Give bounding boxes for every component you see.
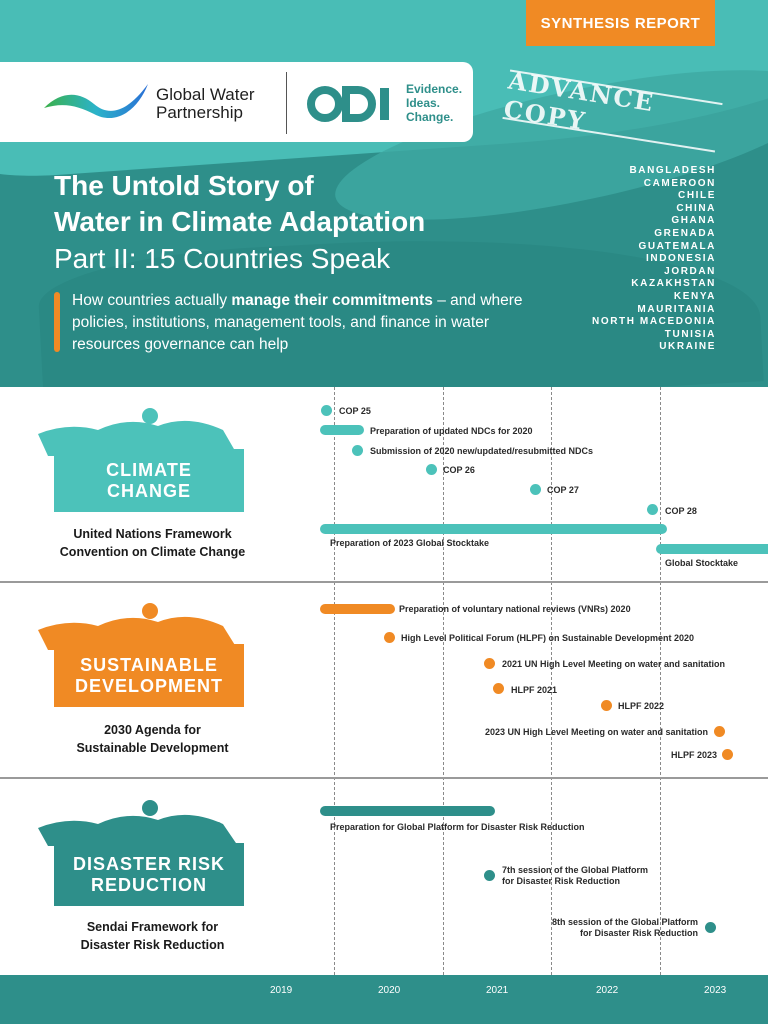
country-item: MAURITANIA bbox=[637, 303, 716, 315]
country-item: GHANA bbox=[671, 215, 716, 227]
country-item: KENYA bbox=[673, 290, 716, 302]
odi-tagline: Evidence. Ideas. Change. bbox=[406, 82, 463, 124]
country-item: INDONESIA bbox=[646, 253, 716, 265]
timeline-dot bbox=[647, 504, 658, 515]
logo-panel bbox=[0, 62, 473, 142]
country-item: CHINA bbox=[676, 202, 716, 214]
country-item: KAZAKHSTAN bbox=[631, 278, 716, 290]
gwp-wave-logo-icon bbox=[42, 80, 152, 126]
country-item: UKRAINE bbox=[659, 341, 716, 353]
event-label: HLPF 2022 bbox=[618, 701, 665, 711]
event-label: COP 26 bbox=[443, 465, 475, 475]
timeline-dot bbox=[384, 632, 395, 643]
year-label: 2020 bbox=[378, 985, 401, 996]
report-title: The Untold Story of Water in Climate Adaptation Part II: 15 Countries Speak bbox=[54, 170, 426, 274]
country-item: BANGLADESH bbox=[629, 165, 716, 176]
year-label: 2023 bbox=[704, 985, 727, 996]
subtitle-accent-bar bbox=[54, 292, 60, 352]
event-label: HLPF 2023 bbox=[670, 750, 717, 760]
sustainable-development-badge: SUSTAINABLE DEVELOPMENT bbox=[54, 644, 244, 707]
timeline-dot bbox=[321, 405, 332, 416]
section-divider bbox=[0, 777, 768, 779]
disaster-framework-label: Sendai Framework for Disaster Risk Reduction bbox=[80, 920, 225, 952]
country-item: TUNISIA bbox=[664, 328, 716, 340]
odi-logo-icon bbox=[306, 84, 396, 124]
event-label: Submission of 2020 new/updated/resubmitted NDCs bbox=[370, 446, 594, 456]
year-label: 2021 bbox=[486, 985, 509, 996]
advance-copy-stamp: ADVANCE COPY bbox=[502, 69, 722, 152]
section-divider bbox=[0, 581, 768, 583]
event-label: 8th session of the Global Platform for Disaster Risk Reduction bbox=[551, 917, 698, 938]
timeline-bar bbox=[320, 806, 495, 816]
timeline-dot bbox=[484, 870, 495, 881]
cover-header bbox=[0, 0, 768, 387]
timeline-dot bbox=[426, 464, 437, 475]
country-item: GRENADA bbox=[654, 227, 716, 239]
country-list bbox=[592, 165, 716, 354]
event-label: 2023 UN High Level Meeting on water and sanitation bbox=[484, 727, 708, 737]
event-label: Global Stocktake bbox=[665, 558, 739, 568]
timeline-dot bbox=[722, 749, 733, 760]
logo-divider bbox=[286, 72, 287, 134]
event-label: COP 27 bbox=[547, 485, 579, 495]
timeline-dot bbox=[484, 658, 495, 669]
paint-splash-icon bbox=[38, 798, 238, 846]
year-axis-footer bbox=[0, 975, 768, 1024]
year-label: 2019 bbox=[270, 985, 293, 996]
synthesis-report-tag: SYNTHESIS REPORT bbox=[526, 0, 715, 46]
timeline-bar bbox=[320, 425, 364, 435]
timeline-bar bbox=[320, 524, 667, 534]
event-label: 2021 UN High Level Meeting on water and sanitation bbox=[502, 659, 726, 669]
year-label: 2022 bbox=[596, 985, 619, 996]
timeline-dot bbox=[601, 700, 612, 711]
report-subtitle: How countries actually manage their commitments – and where policies, institutions, management tools, and finance in water resources governance can help bbox=[72, 292, 523, 353]
event-label: 7th session of the Global Platform for Disaster Risk Reduction bbox=[502, 865, 649, 886]
event-label: COP 28 bbox=[665, 506, 697, 516]
country-item: NORTH MACEDONIA bbox=[592, 316, 716, 328]
event-label: High Level Political Forum (HLPF) on Sustainable Development 2020 bbox=[401, 633, 695, 643]
gwp-name: Global Water Partnership bbox=[156, 85, 255, 122]
event-label: HLPF 2021 bbox=[511, 685, 558, 695]
timeline-dot bbox=[714, 726, 725, 737]
sustainable-framework-label: 2030 Agenda for Sustainable Development bbox=[76, 723, 229, 755]
country-item: JORDAN bbox=[664, 265, 716, 277]
event-label: Preparation of 2023 Global Stocktake bbox=[330, 538, 490, 548]
climate-framework-label: United Nations Framework Convention on Climate Change bbox=[59, 527, 246, 559]
timeline-dot bbox=[493, 683, 504, 694]
timeline-dot bbox=[705, 922, 716, 933]
disaster-risk-reduction-badge: DISASTER RISK REDUCTION bbox=[54, 843, 244, 906]
year-gridline bbox=[334, 387, 335, 975]
timeline-bar bbox=[320, 604, 395, 614]
timeline-bar bbox=[656, 544, 768, 554]
event-label: Preparation of updated NDCs for 2020 bbox=[370, 426, 533, 436]
country-item: CAMEROON bbox=[643, 177, 716, 189]
paint-splash-icon bbox=[38, 600, 238, 650]
timeline-dot bbox=[352, 445, 363, 456]
country-item: CHILE bbox=[678, 190, 716, 202]
country-item: GUATEMALA bbox=[638, 240, 716, 252]
event-label: Preparation for Global Platform for Disaster Risk Reduction bbox=[330, 822, 585, 832]
event-label: Preparation of voluntary national reviews (VNRs) 2020 bbox=[399, 604, 631, 614]
timeline-dot bbox=[530, 484, 541, 495]
climate-change-badge: CLIMATE CHANGE bbox=[54, 449, 244, 512]
year-gridline bbox=[660, 387, 661, 975]
event-label: COP 25 bbox=[339, 406, 371, 416]
